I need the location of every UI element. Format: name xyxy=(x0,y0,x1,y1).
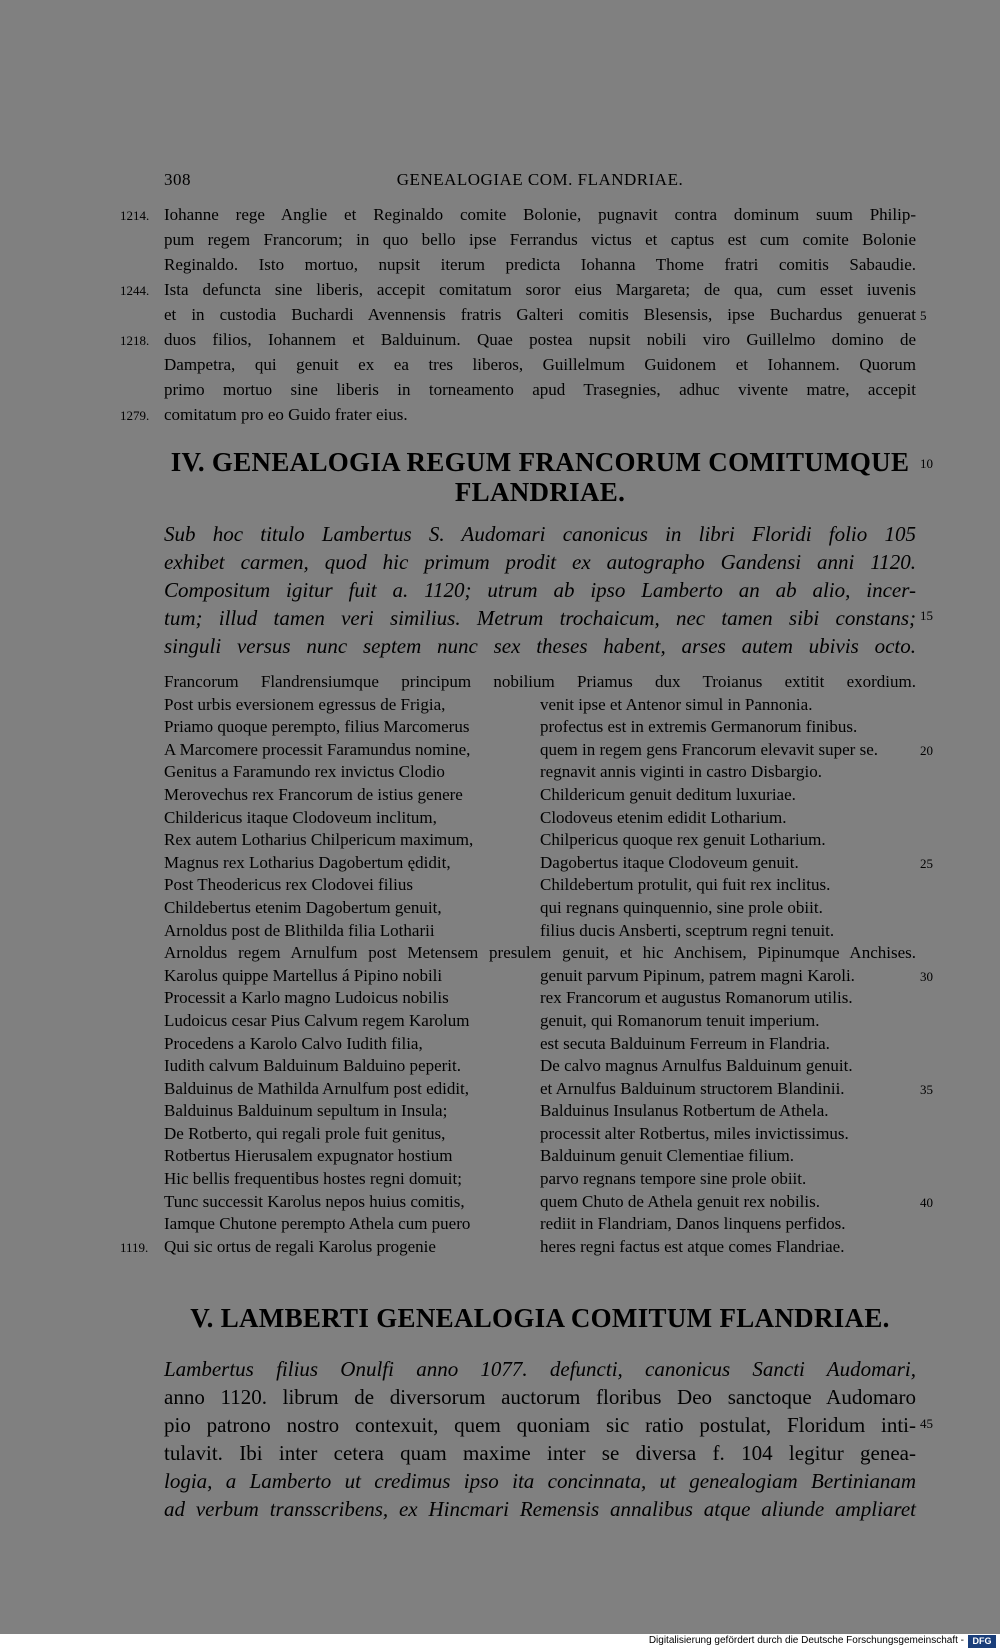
poem-right-half: rex Francorum et augustus Romanorum utilis. xyxy=(540,988,853,1008)
poem-row xyxy=(164,943,916,966)
poem-left-half: Karolus quippe Martellus á Pipino nobili xyxy=(164,965,443,985)
year-note: 1214. xyxy=(120,208,150,223)
poem-row xyxy=(164,672,916,695)
poem-row xyxy=(164,830,916,853)
prose-line: et in custodia Buchardi Avennensis fratris Galteri comitis Blesensis, ipse Buchardus genuerat xyxy=(164,305,916,324)
poem-right-half: profectus est in extremis Germanorum finibus. xyxy=(540,717,858,737)
poem-right-half: Childericum genuit deditum luxuriae. xyxy=(540,784,796,804)
poem-row xyxy=(120,1236,916,1260)
year-note: 1279. xyxy=(120,408,150,423)
poem-row xyxy=(164,1078,933,1102)
poem-right-half: De calvo magnus Arnulfus Balduinum genuit. xyxy=(540,1056,853,1076)
dfg-logo: DFG xyxy=(968,1635,996,1648)
poem-left-half: Merovechus rex Francorum de istius genere xyxy=(164,784,463,804)
poem-row xyxy=(164,1124,916,1147)
poem-row xyxy=(164,762,916,785)
poem-left-half: A Marcomere processit Faramundus nomine, xyxy=(164,739,471,759)
poem-right-half: heres regni factus est atque comes Flandriae. xyxy=(540,1236,845,1256)
page-number: 308 xyxy=(164,170,191,189)
poem-row xyxy=(164,739,933,763)
footer-bar xyxy=(0,1634,1000,1650)
poem-right-half: rediit in Flandriam, Danos linquens perfidos. xyxy=(540,1214,846,1234)
line-number: 25 xyxy=(920,855,933,871)
poem-left-half: Childebertus etenim Dagobertum genuit, xyxy=(164,897,442,917)
poem-row xyxy=(164,898,916,921)
body-line: tulavit. Ibi inter cetera quam maxime inter se diversa f. 104 legitur genea- xyxy=(164,1441,916,1465)
poem xyxy=(120,672,933,1259)
poem-row xyxy=(164,1034,916,1057)
poem-right-half: filius ducis Ansberti, sceptrum regni tenuit. xyxy=(540,920,835,940)
body-line: pio patrono nostro contexuit, quem quoniam sic ratio postulat, Floridum inti- xyxy=(164,1413,916,1437)
poem-right-half: Dagobertus itaque Clodoveum genuit. xyxy=(540,852,799,872)
section-4-title-line2: FLANDRIAE. xyxy=(454,477,626,507)
poem-left-half: Post urbis eversionem egressus de Frigia, xyxy=(164,694,446,714)
prose-line: comitatum pro eo Guido frater eius. xyxy=(164,405,408,424)
section-5-title: V. LAMBERTI GENEALOGIA COMITUM FLANDRIAE. xyxy=(190,1303,890,1333)
poem-row xyxy=(164,852,933,876)
poem-left-half: Priamo quoque perempto, filius Marcomerus xyxy=(164,717,470,737)
top-prose xyxy=(164,202,916,427)
poem-row xyxy=(164,1191,933,1215)
poem-full-line: Arnoldus regem Arnulfum post Metensem presulem genuit, et hic Anchisem, Pipinumque Anchises. xyxy=(164,943,916,963)
poem-row xyxy=(164,1214,916,1237)
footer-credit: Digitalisierung gefördert durch die Deutsche Forschungsgemeinschaft - xyxy=(648,1635,964,1646)
poem-row xyxy=(164,1101,916,1124)
body-line: Lambertus filius Onulfi anno 1077. defuncti, canonicus Sancti Audomari, xyxy=(164,1357,916,1381)
prose-line: Ista defuncta sine liberis, accepit comitatum soror eius Margareta; de qua, cum esset iuvenis xyxy=(164,280,916,299)
year-note: 1218. xyxy=(120,333,150,348)
poem-row xyxy=(164,921,916,944)
poem-row xyxy=(164,1011,916,1034)
intro-line: exhibet carmen, quod hic primum prodit ex autographo Gandensi anni 1120. xyxy=(164,550,916,574)
poem-left-half: Magnus rex Lotharius Dagobertum ędidit, xyxy=(164,852,451,872)
prose-line: Dampetra, qui genuit ex ea tres liberos, Guillelmum Guidonem et Iohannem. Quorum xyxy=(164,355,916,374)
line-number: 30 xyxy=(920,968,933,984)
intro-line: Compositum igitur fuit a. 1120; utrum ab ipso Lamberto an ab alio, incer- xyxy=(164,578,916,602)
poem-row xyxy=(164,875,916,898)
poem-right-half: et Arnulfus Balduinum structorem Blandinii. xyxy=(540,1078,845,1098)
poem-row xyxy=(164,1056,916,1079)
body-line: anno 1120. librum de diversorum auctorum floribus Deo sanctoque Audomaro xyxy=(164,1385,916,1409)
poem-left-half: Balduinus Balduinum sepultum in Insula; xyxy=(164,1101,448,1121)
section-4-title xyxy=(164,447,916,507)
line-number: 20 xyxy=(920,742,933,758)
body-line: ad verbum transscribens, ex Hincmari Remensis annalibus atque aliunde ampliaret xyxy=(164,1497,916,1521)
poem-row xyxy=(164,1146,916,1169)
poem-left-half: De Rotberto, qui regali prole fuit genitus, xyxy=(164,1123,446,1143)
poem-right-half: Childebertum protulit, qui fuit rex inclitus. xyxy=(540,875,831,895)
year-note: 1119. xyxy=(120,1239,149,1255)
line-number: 35 xyxy=(920,1081,933,1097)
poem-left-half: Qui sic ortus de regali Karolus progenie xyxy=(164,1236,436,1256)
prose-line: primo mortuo sine liberis in torneamento apud Trasegnies, adhuc vivente matre, accepit xyxy=(164,380,916,399)
section-4-title-line1: IV. GENEALOGIA REGUM FRANCORUM COMITUMQUE xyxy=(170,447,910,477)
intro-line: Sub hoc titulo Lambertus S. Audomari canonicus in libri Floridi folio 105 xyxy=(164,522,916,546)
poem-row xyxy=(164,808,916,831)
poem-left-half: Iudith calvum Balduinum Balduino peperit. xyxy=(164,1056,461,1076)
poem-left-half: Procedens a Karolo Calvo Iudith filia, xyxy=(164,1033,423,1053)
running-header xyxy=(164,170,916,194)
poem-left-half: Post Theodericus rex Clodovei filius xyxy=(164,875,413,895)
poem-right-half: parvo regnans tempore sine prole obiit. xyxy=(540,1169,807,1189)
poem-right-half: genuit, qui Romanorum tenuit imperium. xyxy=(540,1010,820,1030)
poem-left-half: Rotbertus Hierusalem expugnator hostium xyxy=(164,1146,453,1166)
poem-left-half: Hic bellis frequentibus hostes regni domuit; xyxy=(164,1169,462,1189)
poem-right-half: Balduinus Insulanus Rotbertum de Athela. xyxy=(540,1101,829,1121)
poem-right-half: processit alter Rotbertus, miles invictissimus. xyxy=(540,1123,849,1143)
poem-left-half: Rex autem Lotharius Chilpericum maximum, xyxy=(164,830,474,850)
poem-left-half: Balduinus de Mathilda Arnulfum post edidit, xyxy=(164,1078,470,1098)
poem-right-half: qui regnans quinquennio, sine prole obiit. xyxy=(540,897,823,917)
line-number: 15 xyxy=(920,608,933,623)
poem-left-half: Ludoicus cesar Pius Calvum regem Karolum xyxy=(164,1010,470,1030)
poem-right-half: est secuta Balduinum Ferreum in Flandria. xyxy=(540,1033,830,1053)
poem-left-half: Tunc successit Karolus nepos huius comitis, xyxy=(164,1191,465,1211)
poem-right-half: Balduinum genuit Clementiae filium. xyxy=(540,1146,795,1166)
line-number: 40 xyxy=(920,1194,933,1210)
running-title: GENEALOGIAE COM. FLANDRIAE. xyxy=(396,170,684,189)
poem-left-half: Childericus itaque Clodoveum inclitum, xyxy=(164,807,437,827)
poem-left-half: Arnoldus post de Blithilda filia Lotharii xyxy=(164,920,435,940)
intro-line: tum; illud tamen veri similius. Metrum trochaicum, nec tamen sibi constans; xyxy=(164,606,916,630)
poem-left-half: Genitus a Faramundo rex invictus Clodio xyxy=(164,762,445,782)
poem-row xyxy=(164,695,916,718)
poem-full-line: Francorum Flandrensiumque principum nobilium Priamus dux Troianus extitit exordium. xyxy=(164,672,916,691)
poem-right-half: Chilpericus quoque rex genuit Lotharium. xyxy=(540,830,826,850)
poem-right-half: regnavit annis viginti in castro Disbargio. xyxy=(540,762,823,782)
prose-line: pum regem Francorum; in quo bello ipse Ferrandus victus et captus est cum comite Bolonie xyxy=(164,230,916,249)
poem-row xyxy=(164,717,916,740)
section-4-intro xyxy=(164,520,916,660)
line-number: 45 xyxy=(920,1416,933,1431)
line-number: 5 xyxy=(920,308,927,323)
poem-right-half: quem Chuto de Athela genuit rex nobilis. xyxy=(540,1191,820,1211)
poem-row xyxy=(164,1169,916,1192)
prose-line: duos filios, Iohannem et Balduinum. Quae postea nupsit nobili viro Guillelmo domino de xyxy=(164,330,916,349)
year-note: 1244. xyxy=(120,283,150,298)
prose-line: Iohanne rege Anglie et Reginaldo comite Bolonie, pugnavit contra dominum suum Philip- xyxy=(164,205,916,224)
poem-left-half: Processit a Karlo magno Ludoicus nobilis xyxy=(164,988,449,1008)
poem-right-half: Clodoveus etenim edidit Lotharium. xyxy=(540,807,787,827)
poem-right-half: quem in regem gens Francorum elevavit super se. xyxy=(540,739,879,759)
intro-line: singuli versus nunc septem nunc sex theses habent, arses autem ubivis octo. xyxy=(164,634,916,658)
poem-right-half: genuit parvum Pipinum, patrem magni Karoli. xyxy=(540,965,855,985)
poem-row xyxy=(164,785,916,808)
section-5-body xyxy=(164,1355,916,1523)
poem-left-half: Iamque Chutone perempto Athela cum puero xyxy=(164,1214,471,1234)
line-number: 10 xyxy=(920,456,933,471)
poem-row xyxy=(164,965,933,989)
prose-line: Reginaldo. Isto mortuo, nupsit iterum predicta Iohanna Thome fratri comitis Sabaudie. xyxy=(164,255,916,274)
body-line: logia, a Lamberto ut credimus ipso ita concinnata, ut genealogiam Bertinianam xyxy=(164,1469,916,1493)
poem-right-half: venit ipse et Antenor simul in Pannonia. xyxy=(540,694,813,714)
poem-row xyxy=(164,988,916,1011)
